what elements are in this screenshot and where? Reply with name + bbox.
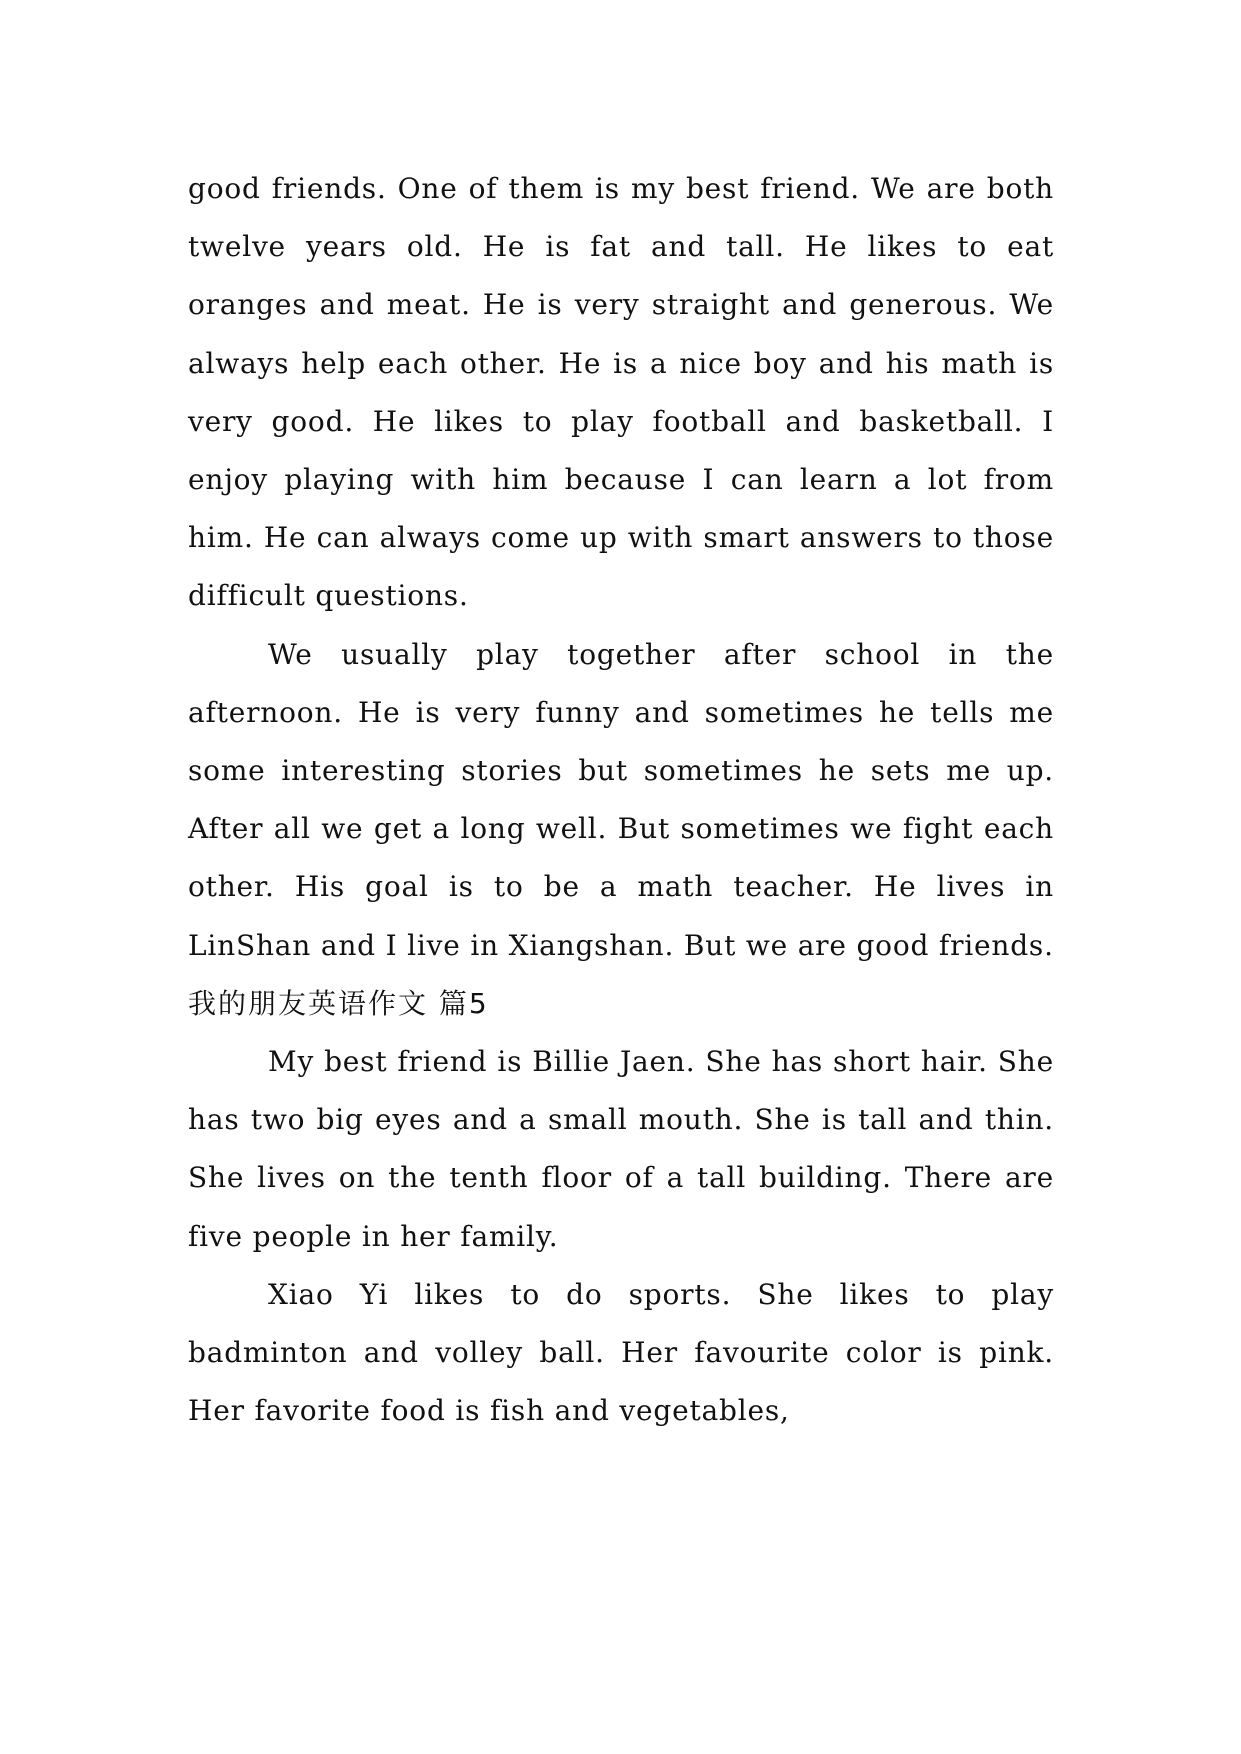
- paragraph-friend-description: good friends. One of them is my best friend. We are both twelve years old. He is fat and tall. He likes to eat oranges and meat. He is very straight and generous. We always help each other. He is a nice boy and his math is very good. He likes to play football and basketball. I enjoy playing with him because I can learn a lot from him. He can always come up with smart answers to those difficult questions.: [188, 172, 1054, 613]
- paragraph-after-school: We usually play together after school in the afternoon. He is very funny and sometimes he tells me some interesting stories but sometimes he sets me up. After all we get a long well. But sometimes we fight each other. His goal is to be a math teacher. He lives in LinShan and I live in Xiangshan. But we are good friends.: [188, 637, 1054, 962]
- paragraph-xiao-yi: Xiao Yi likes to do sports. She likes to play badminton and volley ball. Her favourite color is pink. Her favorite food is fish and vegetables,: [188, 1277, 1054, 1428]
- section-heading: 我的朋友英语作文 篇5: [188, 986, 489, 1020]
- paragraph-billie-jaen: My best friend is Billie Jaen. She has short hair. She has two big eyes and a small mouth. She is tall and thin. She lives on the tenth floor of a tall building. There are five people in her family.: [188, 1045, 1054, 1253]
- document-body: [188, 160, 1054, 1440]
